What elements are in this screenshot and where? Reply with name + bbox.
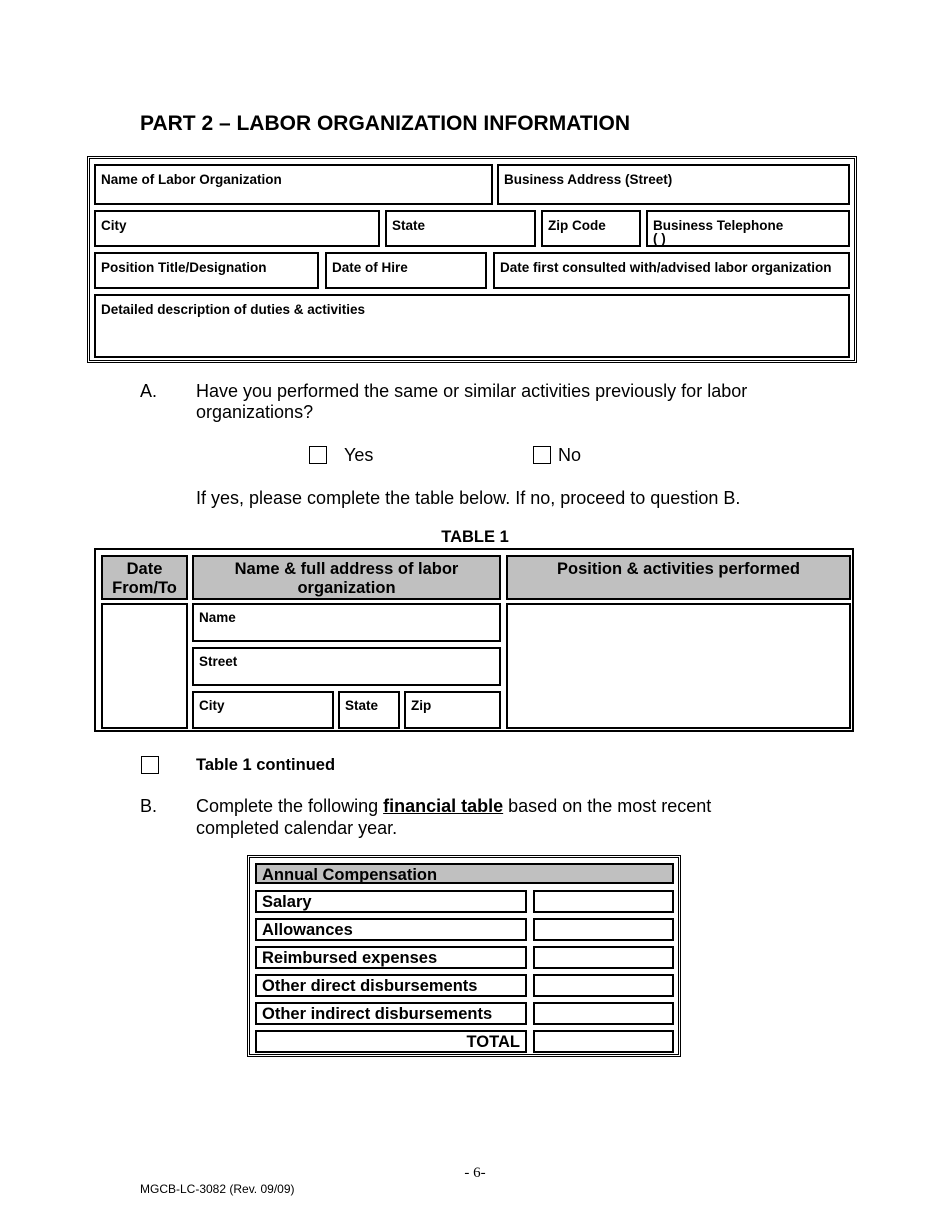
table1-continued-checkbox[interactable] (141, 756, 159, 774)
financial-table-emphasis: financial table (383, 796, 504, 816)
question-a-instruction: If yes, please complete the table below. If no, proceed to question B. (196, 488, 741, 508)
total-label: TOTAL (466, 1033, 520, 1051)
annual-compensation-header (255, 863, 674, 884)
business-telephone-label: Business Telephone (653, 218, 784, 233)
question-b-text-post: based on the most recent (503, 796, 712, 816)
table1-name-header-line2: organization (297, 579, 396, 597)
question-b-line1 (196, 796, 711, 817)
position-title-field[interactable] (94, 252, 319, 289)
total-input[interactable] (533, 1030, 674, 1053)
page-title: PART 2 – LABOR ORGANIZATION INFORMATION (140, 112, 630, 135)
business-address-field[interactable] (497, 164, 850, 205)
date-first-consulted-field[interactable] (493, 252, 850, 289)
business-telephone-field[interactable] (646, 210, 850, 247)
duties-description-label: Detailed description of duties & activities (101, 302, 366, 317)
reimbursed-expenses-label: Reimbursed expenses (262, 949, 438, 967)
date-first-consulted-label: Date first consulted with/advised labor organization (500, 260, 832, 275)
other-direct-input[interactable] (533, 974, 674, 997)
question-a-line1: Have you performed the same or similar activities previously for labor (196, 381, 748, 401)
name-of-labor-org-label: Name of Labor Organization (101, 172, 282, 187)
form-id: MGCB-LC-3082 (Rev. 09/09) (140, 1182, 295, 1196)
yes-checkbox[interactable] (309, 446, 327, 464)
table1 (94, 548, 854, 732)
table1-position-header (506, 555, 851, 600)
question-b-text-pre: Complete the following (196, 796, 384, 816)
table1-state-cell[interactable] (338, 691, 400, 729)
allowances-label: Allowances (262, 921, 353, 939)
table1-title: TABLE 1 (441, 528, 509, 546)
no-label: No (558, 445, 582, 465)
table1-state-label: State (345, 698, 379, 713)
duties-description-field[interactable] (94, 294, 850, 358)
question-a-line2: organizations? (196, 402, 314, 422)
table1-city-cell[interactable] (192, 691, 334, 729)
table1-position-cell[interactable] (506, 603, 851, 729)
phone-area-code-parens: ( ) (653, 231, 666, 246)
allowances-input[interactable] (533, 918, 674, 941)
page-number: - 6- (464, 1165, 486, 1181)
name-of-labor-org-field[interactable] (94, 164, 493, 205)
reimbursed-expenses-input[interactable] (533, 946, 674, 969)
position-title-label: Position Title/Designation (101, 260, 267, 275)
question-b-line2: completed calendar year. (196, 818, 398, 838)
table1-date-header (101, 555, 188, 600)
labor-org-info-block (87, 156, 857, 363)
city-label: City (101, 218, 127, 233)
table1-continued-label: Table 1 continued (196, 756, 336, 774)
table1-city-label: City (199, 698, 225, 713)
table1-name-cell[interactable] (192, 603, 501, 642)
date-of-hire-field[interactable] (325, 252, 487, 289)
other-indirect-row-label (255, 1002, 527, 1025)
table1-date-cell[interactable] (101, 603, 188, 729)
table1-zip-cell[interactable] (404, 691, 501, 729)
other-direct-label: Other direct disbursements (262, 977, 478, 995)
table1-street-label: Street (199, 654, 238, 669)
other-indirect-label: Other indirect disbursements (262, 1005, 493, 1023)
allowances-row-label (255, 918, 527, 941)
financial-table (247, 855, 681, 1057)
question-b-letter: B. (140, 796, 158, 816)
annual-compensation-label: Annual Compensation (262, 866, 438, 884)
table1-name-header-line1: Name & full address of labor (234, 560, 459, 578)
zip-code-field[interactable] (541, 210, 641, 247)
city-field[interactable] (94, 210, 380, 247)
other-indirect-input[interactable] (533, 1002, 674, 1025)
yes-label: Yes (344, 445, 374, 465)
no-checkbox[interactable] (533, 446, 551, 464)
salary-row-label (255, 890, 527, 913)
salary-label: Salary (262, 893, 312, 911)
state-label: State (392, 218, 426, 233)
reimbursed-expenses-row-label (255, 946, 527, 969)
table1-position-header-label: Position & activities performed (557, 560, 800, 578)
salary-input[interactable] (533, 890, 674, 913)
date-of-hire-label: Date of Hire (332, 260, 408, 275)
table1-name-header (192, 555, 501, 600)
total-row-label (255, 1030, 527, 1053)
table1-date-header-line2: From/To (112, 579, 177, 597)
table1-name-label: Name (199, 610, 236, 625)
state-field[interactable] (385, 210, 536, 247)
table1-street-cell[interactable] (192, 647, 501, 686)
question-a-letter: A. (140, 381, 158, 401)
other-direct-row-label (255, 974, 527, 997)
business-address-label: Business Address (Street) (504, 172, 673, 187)
table1-zip-label: Zip (411, 698, 432, 713)
table1-date-header-line1: Date (126, 560, 163, 578)
zip-code-label: Zip Code (548, 218, 606, 233)
